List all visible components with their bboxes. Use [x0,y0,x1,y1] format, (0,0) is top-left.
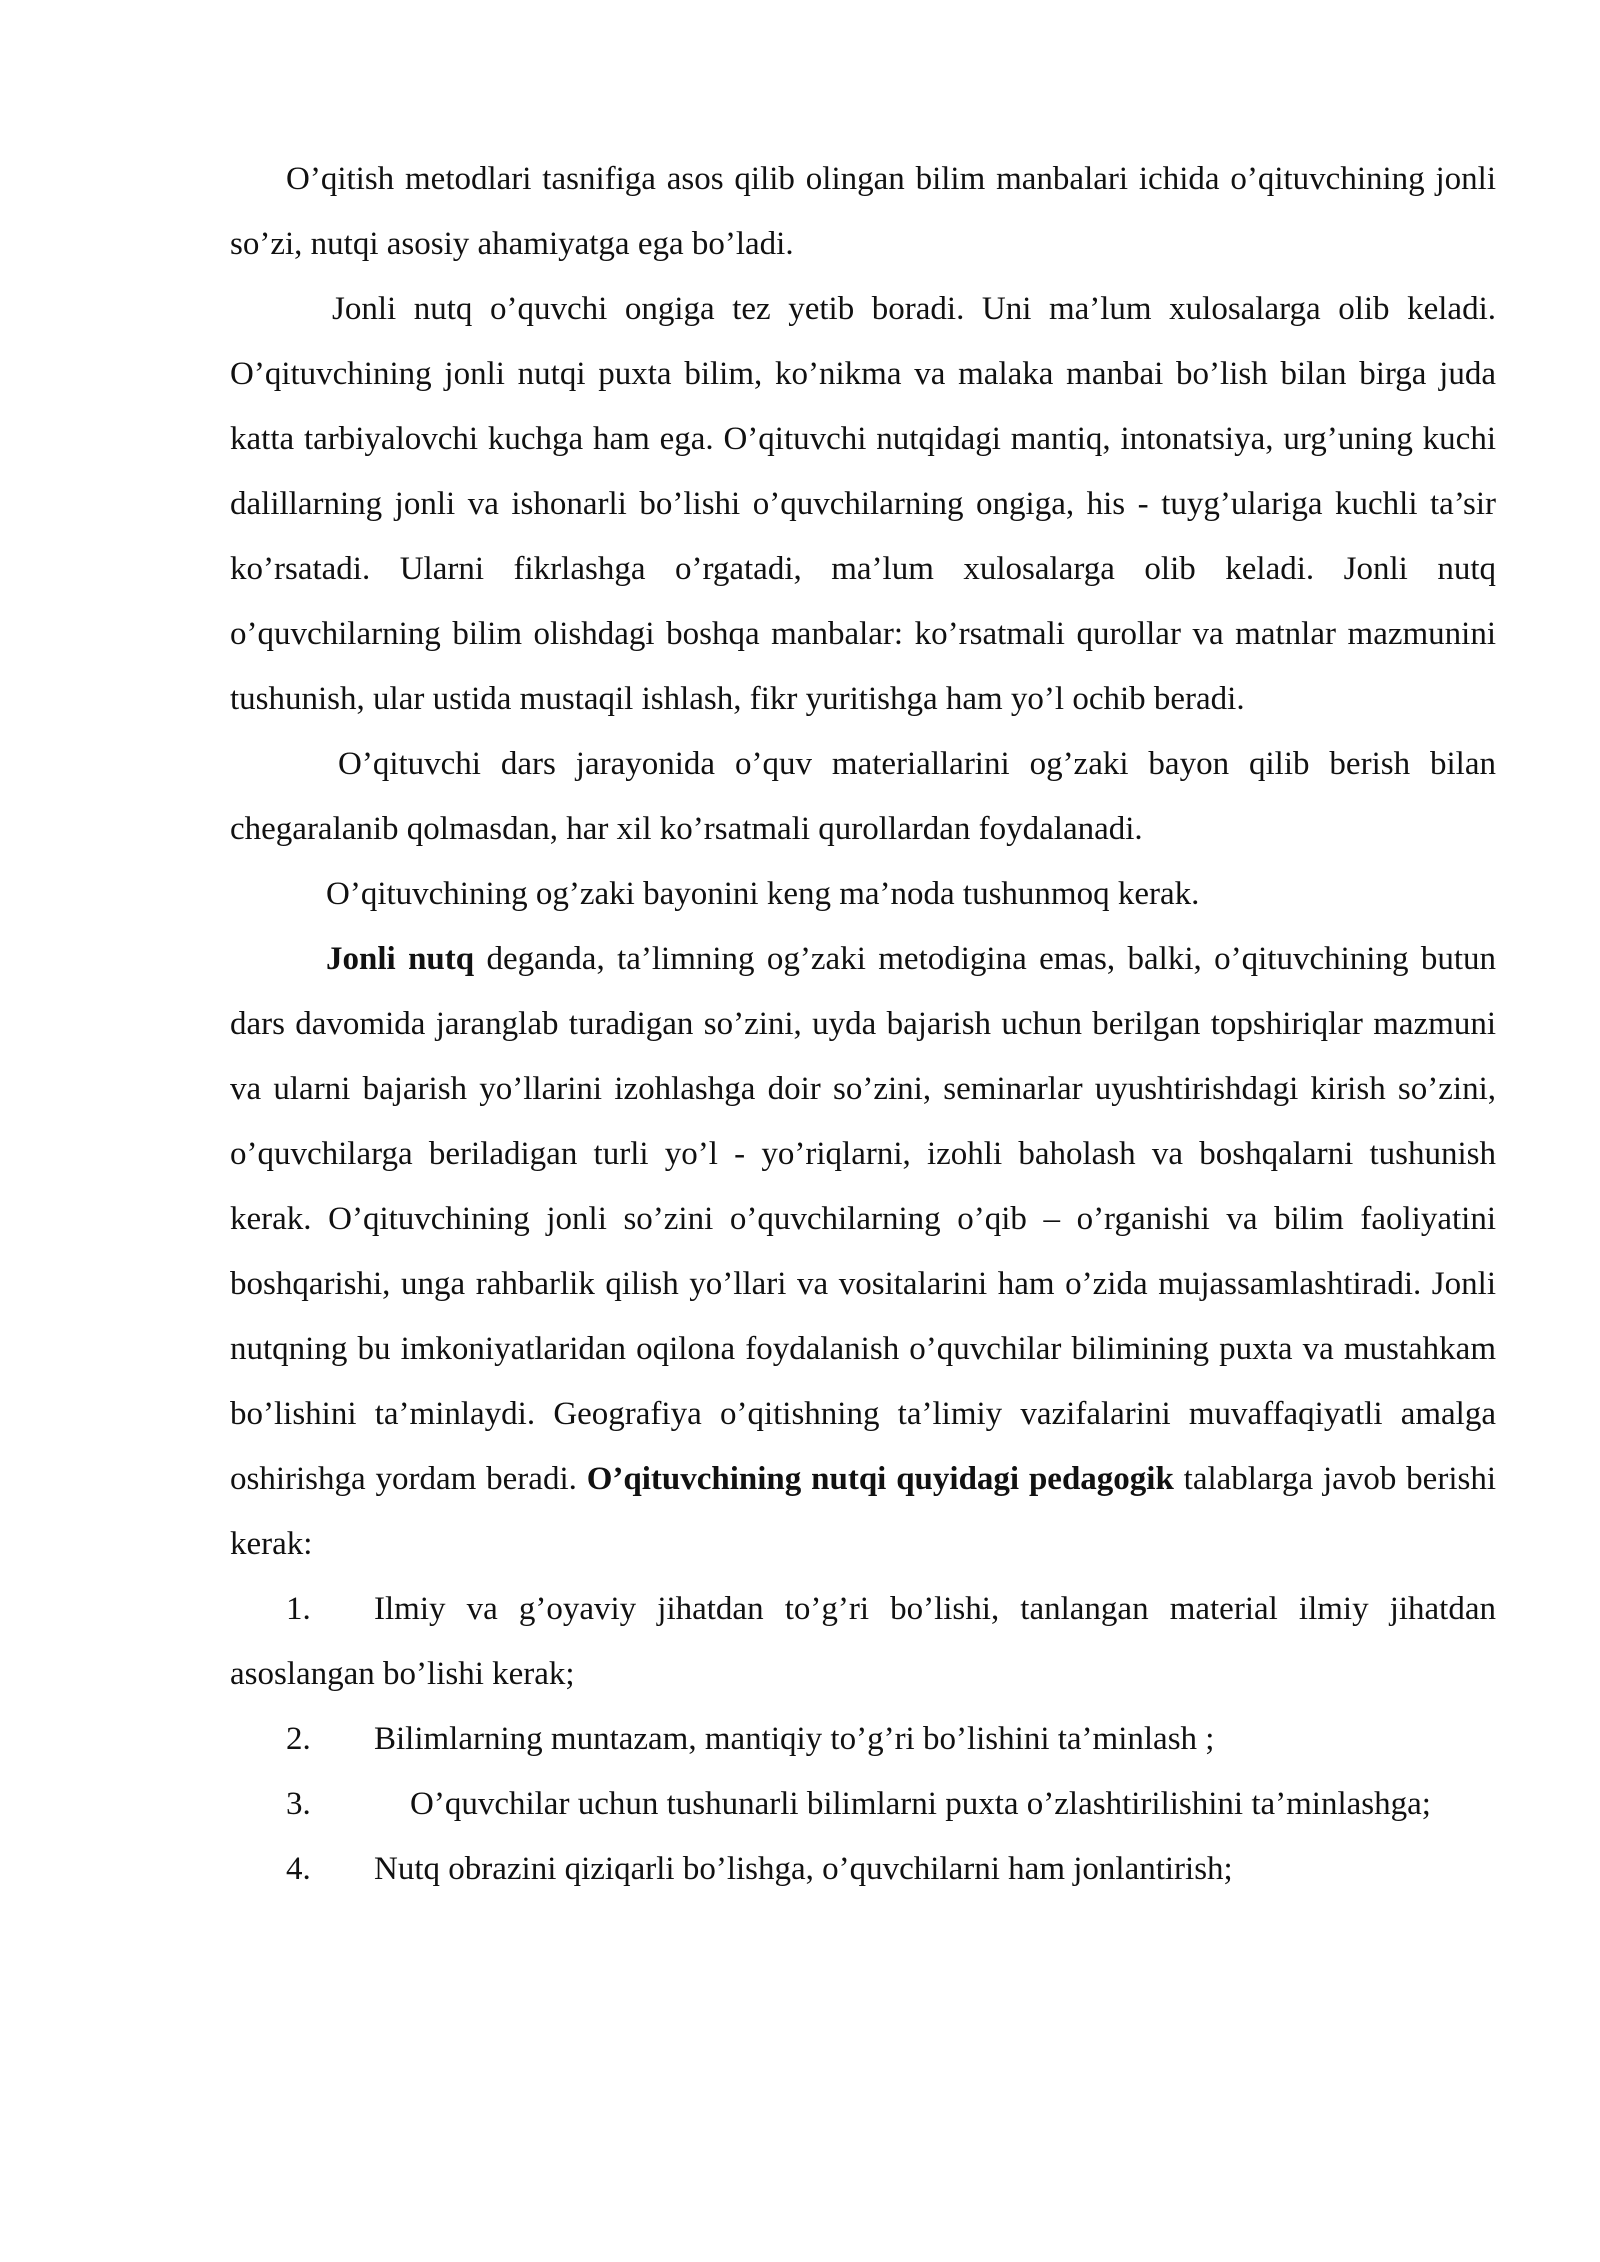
paragraph-intro: O’qitish metodlari tasnifiga asos qilib olingan bilim manbalari ichida o’qituvchining jonli so’zi, nutqi asosiy ahamiyatga ega bo’ladi. [230,161,1496,262]
paragraph-tail-text: talablarga javob berishi kerak: [230,1461,1496,1562]
paragraph-body-text: deganda, ta’limning og’zaki metodigina emas, balki, o’qituvchining butun dars davomida jaranglab turadigan so’zini, uyda bajarish uchun berilgan topshiriqlar mazmuni va ularni bajarish yo’llarini izohlashga doir so’zini, seminarlar uyushtirishdagi kirish so’zini, o’quvchilarga beriladigan turli yo’l - yo’riqlarni, izohli baholash va boshqalarni tushunish kerak. O’qituvchining jonli so’zini o’quvchilarning o’qib – o’rganishi va bilim faoliyatini boshqarishi, unga rahbarlik qilish yo’llari va vositalarini ham o’zida mujassamlashtiradi. Jonli nutqning bu imkoniyatlaridan oqilona foydalanish o’quvchilar bilimining puxta va mustahkam bo’lishini ta’minlaydi. Geografiya o’qitishning ta’limiy vazifalarini muvaffaqiyatli amalga oshirishga yordam beradi. [230,941,1496,1497]
list-number: 3. [286,1786,311,1822]
paragraph-live-speech-definition [230,927,1496,1577]
list-text: Bilimlarning muntazam, mantiqiy to’g’ri bo’lishini ta’minlash ; [374,1721,1215,1757]
document-page [230,147,1496,1902]
bold-phrase-requirements: O’qituvchining nutqi quyidagi pedagogik [586,1461,1174,1497]
paragraph-live-speech: Jonli nutq o’quvchi ongiga tez yetib boradi. Uni ma’lum xulosalarga olib keladi. O’qituvchining jonli nutqi puxta bilim, ko’nikma va malaka manbai bo’lish bilan birga juda katta tarbiyalovchi kuchga ham ega. O’qituvchi nutqidagi mantiq, intonatsiya, urg’uning kuchi dalillarning jonli va ishonarli bo’lishi o’quvchilarning ongiga, his - tuyg’ulariga kuchli ta’sir ko’rsatadi. Ularni fikrlashga o’rgatadi, ma’lum xulosalarga olib keladi. Jonli nutq o’quvchilarning bilim olishdagi boshqa manbalar: ko’rsatmali qurollar va matnlar mazmunini tushunish, ular ustida mustaqil ishlash, fikr yuritishga ham yo’l ochib beradi. [230,291,1496,717]
list-item [230,1837,1496,1902]
list-item [230,1707,1496,1772]
list-text: Nutq obrazini qiziqarli bo’lishga, o’quvchilarni ham jonlantirish; [374,1851,1233,1887]
list-text: Ilmiy va g’oyaviy jihatdan to’g’ri bo’lishi, tanlangan material ilmiy jihatdan asoslangan bo’lishi kerak; [230,1591,1496,1692]
paragraph-teacher-materials: O’qituvchi dars jarayonida o’quv materiallarini og’zaki bayon qilib berish bilan chegaralanib qolmasdan, har xil ko’rsatmali qurollardan foydalanadi. [230,746,1496,847]
list-number: 4. [286,1851,311,1887]
list-number: 2. [286,1721,311,1757]
list-item [230,1772,1496,1837]
list-text: O’quvchilar uchun tushunarli bilimlarni puxta o’zlashtirilishini ta’minlashga; [410,1786,1431,1822]
list-number: 1. [286,1591,311,1627]
bold-term-live-speech: Jonli nutq [326,941,475,977]
paragraph-oral-statement: O’qituvchining og’zaki bayonini keng ma’noda tushunmoq kerak. [326,876,1200,912]
list-item [230,1577,1496,1707]
